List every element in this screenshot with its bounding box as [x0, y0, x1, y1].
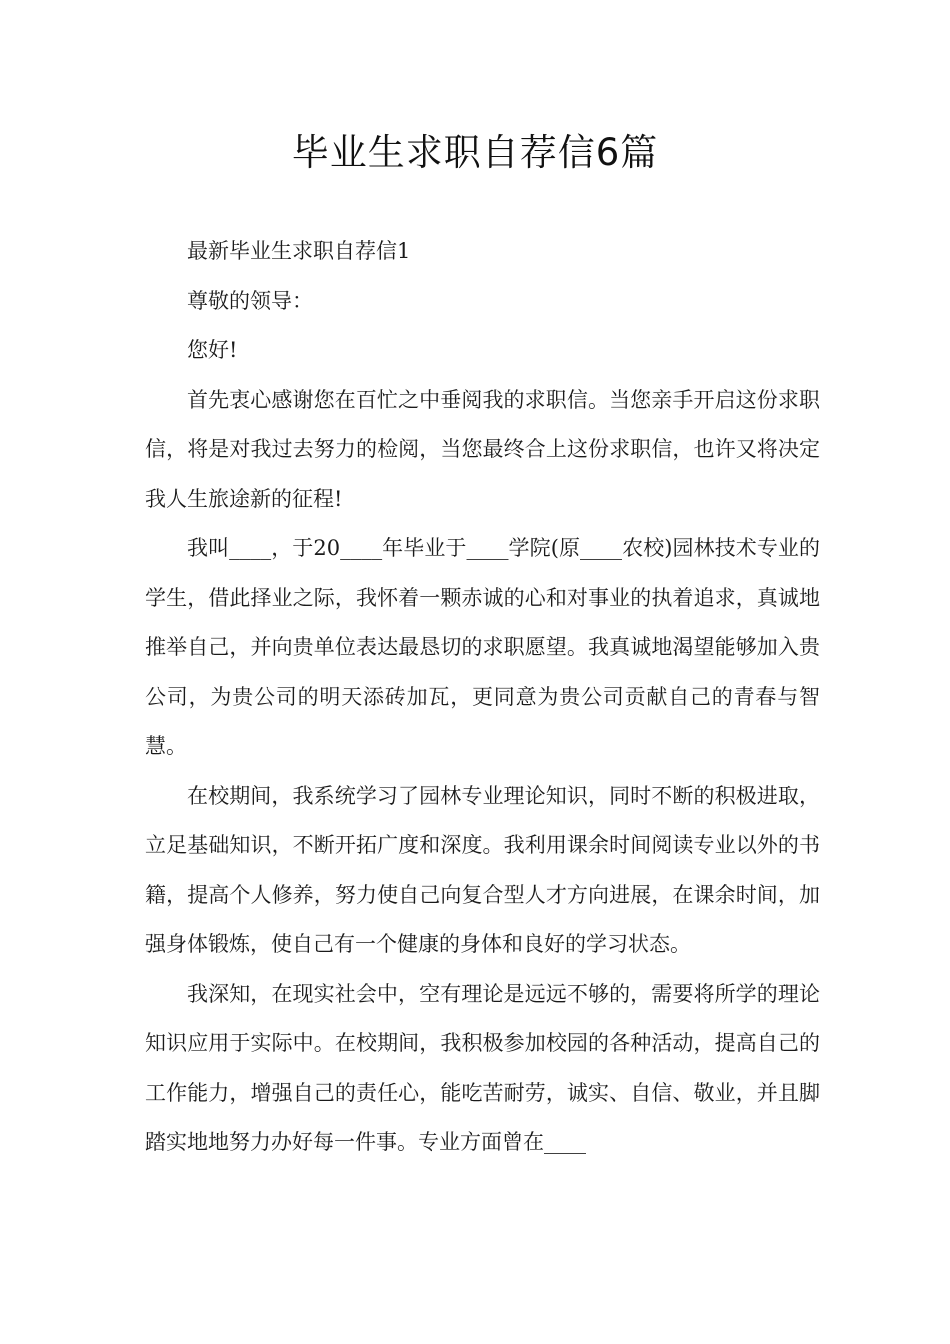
paragraph-introduction: 我叫____，于20____年毕业于____学院(原____农校)园林技术专业的学生，借此择业之际，我怀着一颗赤诚的心和对事业的执着追求，真诚地推举自己，并向贵单位表达最恳切的求职愿望。我真诚地渴望能够加入贵公司，为贵公司的明天添砖加瓦，更同意为贵公司贡献自己的青春与智慧。: [145, 536, 820, 758]
paragraph-thanks: 首先衷心感谢您在百忙之中垂阅我的求职信。当您亲手开启这份求职信，将是对我过去努力的检阅，当您最终合上这份求职信，也许又将决定我人生旅途新的征程!: [145, 387, 820, 511]
salutation: 尊敬的领导：: [187, 288, 313, 313]
greeting: 您好!: [187, 338, 238, 362]
paragraph-studies: 在校期间，我系统学习了园林专业理论知识，同时不断的积极进取，立足基础知识，不断开拓广度和深度。我利用课余时间阅读专业以外的书籍，提高个人修养，努力使自己向复合型人才方向进展，在课余时间，加强身体锻炼，使自己有一个健康的身体和良好的学习状态。: [145, 783, 820, 956]
letter-heading: 最新毕业生求职自荐信1: [187, 239, 411, 263]
document-body: [145, 227, 820, 1168]
paragraph-practice: 我深知，在现实社会中，空有理论是远远不够的，需要将所学的理论知识应用于实际中。在校期间，我积极参加校园的各种活动，提高自己的工作能力，增强自己的责任心，能吃苦耐劳，诚实、自信、敬业，并且脚踏实地地努力办好每一件事。专业方面曾在____: [145, 981, 820, 1154]
document-title: 毕业生求职自荐信6篇: [291, 131, 659, 174]
